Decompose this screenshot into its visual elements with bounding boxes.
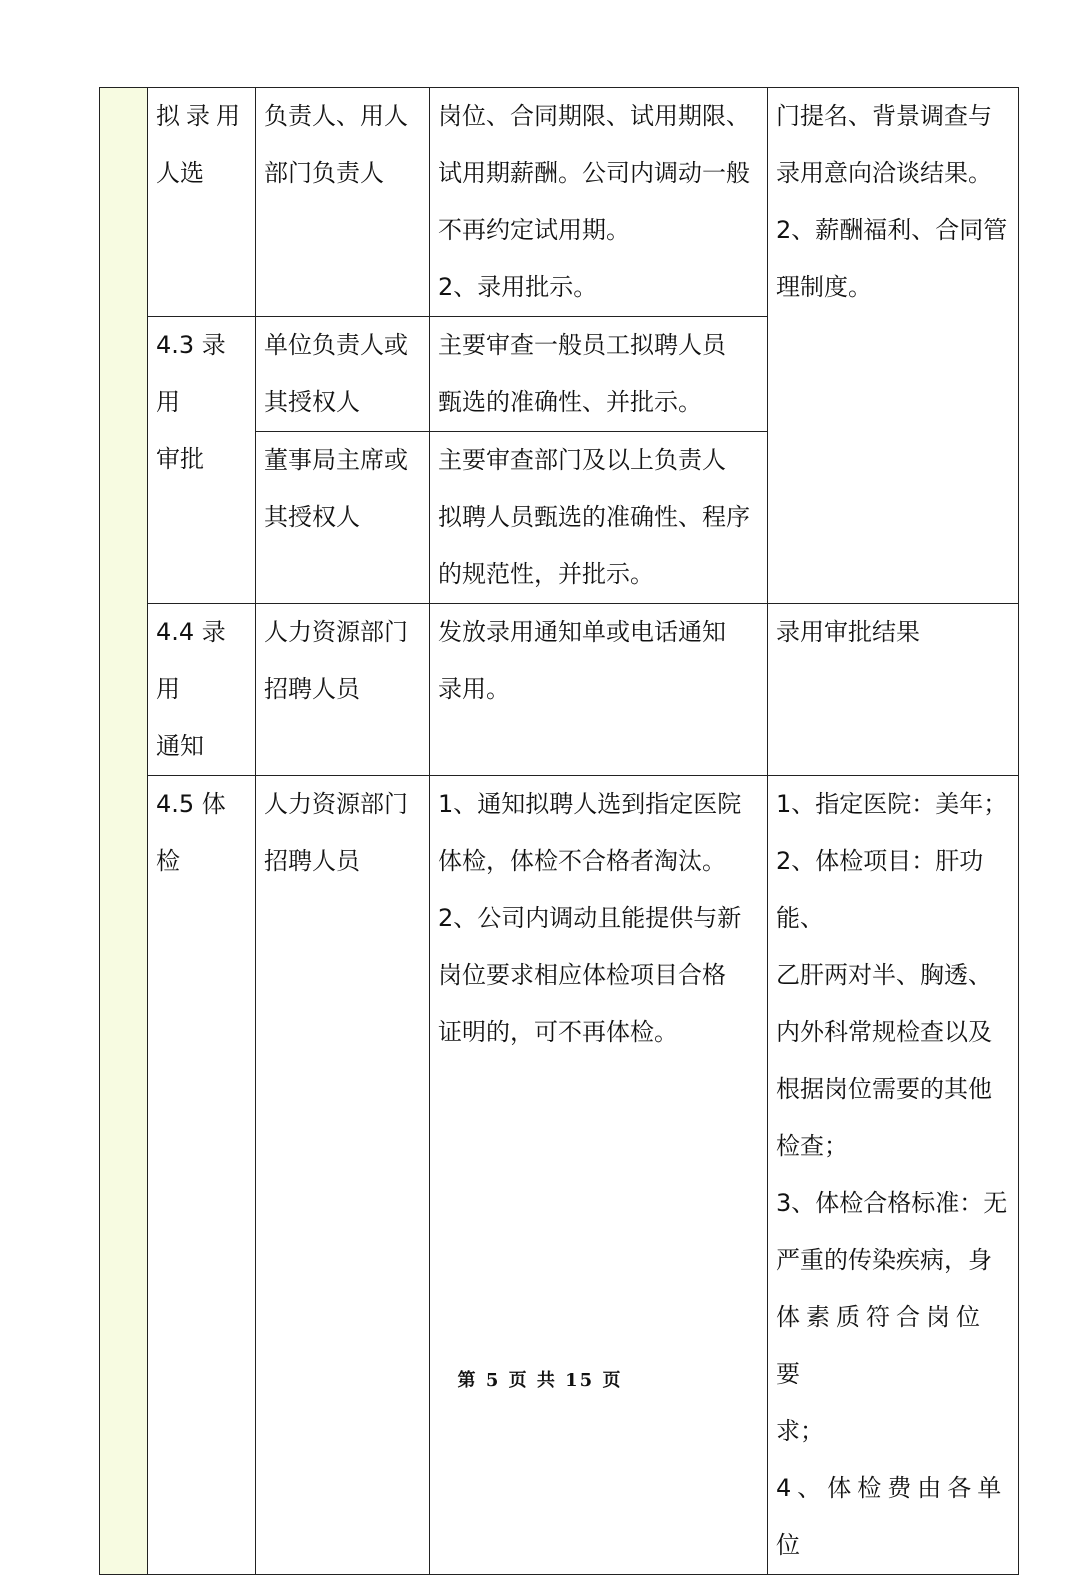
cell-line: 门提名、背景调查与 — [776, 102, 992, 130]
cell-line: 人选 — [156, 159, 204, 187]
step-cell — [148, 317, 256, 604]
cell-line: 审批 — [156, 445, 204, 473]
section-strip — [100, 88, 148, 1575]
cell-line: 根据岗位需要的其他 — [776, 1075, 992, 1103]
cell-line: 1、通知拟聘人选到指定医院 — [438, 790, 742, 818]
cell-line: 主要审查部门及以上负责人 — [438, 446, 726, 474]
cell-line: 乙肝两对半、胸透、 — [776, 961, 992, 989]
cell-line: 的规范性，并批示。 — [438, 560, 654, 588]
cell-line: 通知 — [156, 732, 204, 760]
reference-cell — [768, 776, 1019, 1575]
cell-line: 2、薪酬福利、合同管 — [776, 216, 1008, 244]
cell-line: 董事局主席或 — [264, 446, 408, 474]
table-row — [100, 604, 1019, 776]
step-cell — [148, 776, 256, 1575]
procedure-table — [99, 87, 1019, 1575]
cell-line: 2、公司内调动且能提供与新 — [438, 904, 742, 932]
cell-line: 招聘人员 — [264, 675, 360, 703]
cell-line: 其授权人 — [264, 388, 360, 416]
cell-line: 理制度。 — [776, 273, 872, 301]
owner-cell — [256, 604, 430, 776]
cell-line: 2、录用批示。 — [438, 273, 598, 301]
cell-line: 招聘人员 — [264, 847, 360, 875]
owner-cell — [256, 317, 430, 432]
page-footer: 第 5 页 共 15 页 — [457, 1370, 623, 1391]
cell-line: 单位负责人或 — [264, 331, 408, 359]
cell-line: 不再约定试用期。 — [438, 216, 630, 244]
cell-line: 人力资源部门 — [264, 618, 408, 646]
step-cell — [148, 88, 256, 317]
cell-line: 岗位、合同期限、试用期限、 — [438, 102, 750, 130]
cell-line: 岗位要求相应体检项目合格 — [438, 961, 726, 989]
cell-line: 3、体检合格标准：无 — [776, 1189, 1008, 1217]
cell-line: 其授权人 — [264, 503, 360, 531]
cell-line: 拟聘人员甄选的准确性、程序 — [438, 503, 750, 531]
owner-cell — [256, 432, 430, 604]
cell-line: 4.4 录用 — [156, 618, 226, 703]
content-cell — [430, 432, 768, 604]
cell-line: 录用审批结果 — [776, 618, 920, 646]
cell-line: 2、体检项目：肝功能、 — [776, 847, 984, 932]
table-row — [100, 776, 1019, 1575]
reference-cell — [768, 88, 1019, 604]
content-cell — [430, 776, 768, 1575]
cell-line: 求； — [776, 1417, 824, 1445]
cell-line: 4.5 体检 — [156, 790, 226, 875]
table-row — [100, 88, 1019, 317]
cell-line: 4、体检费由各单位 — [776, 1474, 1008, 1559]
content-cell — [430, 604, 768, 776]
cell-line: 检查； — [776, 1132, 848, 1160]
cell-line: 录用。 — [438, 675, 510, 703]
cell-line: 内外科常规检查以及 — [776, 1018, 992, 1046]
cell-line: 发放录用通知单或电话通知 — [438, 618, 726, 646]
cell-line: 部门负责人 — [264, 159, 384, 187]
content-cell — [430, 88, 768, 317]
reference-cell — [768, 604, 1019, 776]
cell-line: 证明的，可不再体检。 — [438, 1018, 678, 1046]
cell-line: 负责人、用人 — [264, 102, 408, 130]
cell-line: 主要审查一般员工拟聘人员 — [438, 331, 726, 359]
content-cell — [430, 317, 768, 432]
cell-line: 甄选的准确性、并批示。 — [438, 388, 702, 416]
cell-line: 体检，体检不合格者淘汰。 — [438, 847, 726, 875]
cell-line: 拟录用 — [156, 102, 246, 130]
cell-line: 严重的传染疾病，身 — [776, 1246, 992, 1274]
cell-line: 4.3 录用 — [156, 331, 226, 416]
step-cell — [148, 604, 256, 776]
cell-line: 人力资源部门 — [264, 790, 408, 818]
owner-cell — [256, 88, 430, 317]
cell-line: 体素质符合岗位要 — [776, 1303, 986, 1388]
cell-line: 录用意向洽谈结果。 — [776, 159, 992, 187]
cell-line: 1、指定医院：美年； — [776, 790, 1008, 818]
owner-cell — [256, 776, 430, 1575]
cell-line: 试用期薪酬。公司内调动一般 — [438, 159, 750, 187]
